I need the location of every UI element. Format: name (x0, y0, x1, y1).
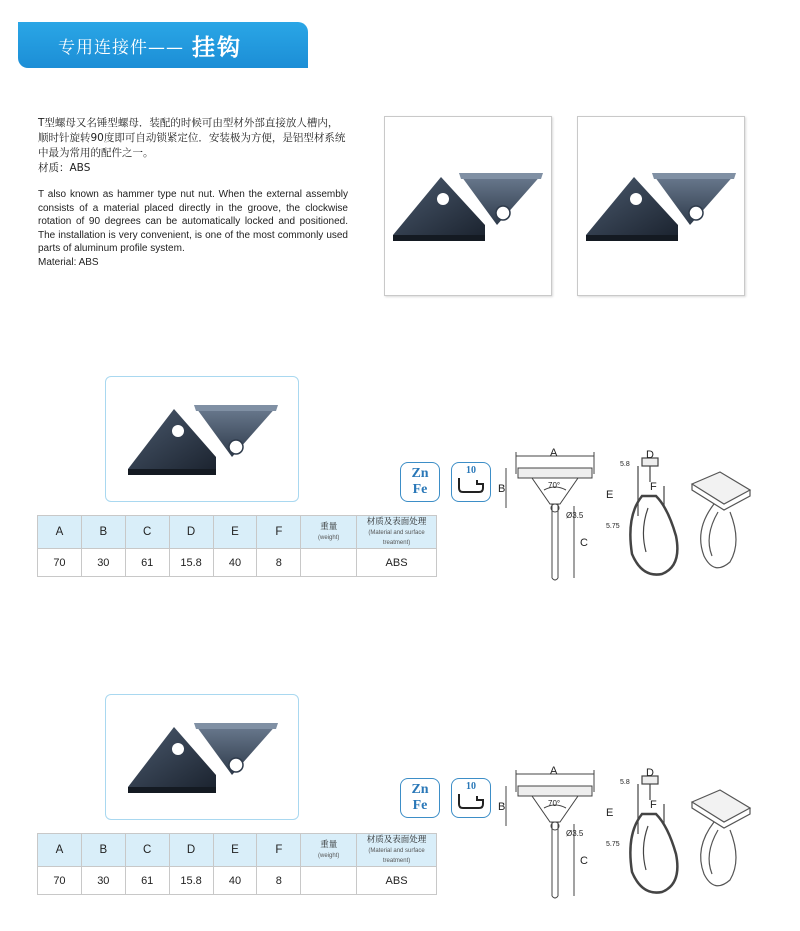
col-material: 材质及表面处理 (Material and surface treatment) (357, 516, 437, 549)
col-c: C (125, 516, 169, 549)
value-c: 61 (125, 549, 169, 577)
value-material: ABS (357, 867, 437, 895)
value-f: 8 (257, 867, 301, 895)
value-d: 15.8 (169, 867, 213, 895)
product-description (38, 116, 348, 269)
title-strong: 挂钩 (192, 34, 242, 61)
triangle-nut-photo-icon (385, 117, 553, 297)
table-header-row (38, 516, 437, 549)
col-b: B (81, 834, 125, 867)
value-b: 30 (81, 867, 125, 895)
value-d: 15.8 (169, 549, 213, 577)
dim-b: B (498, 801, 506, 813)
material-cn: 材质：ABS (38, 162, 91, 174)
col-material: 材质及表面处理 (Material and surface treatment) (357, 834, 437, 867)
triangle-nut-photo-icon (106, 695, 300, 821)
table-row (38, 867, 437, 895)
material-badge: Zn Fe (400, 778, 440, 818)
dim-d: D (646, 767, 654, 779)
hook-drawing-2 (492, 764, 782, 904)
col-b: B (81, 516, 125, 549)
dim-575: 5.75 (606, 523, 620, 530)
material-en: Material: ABS (38, 256, 99, 268)
dim-58: 5.8 (620, 779, 630, 786)
value-e: 40 (213, 867, 257, 895)
dim-a: A (550, 765, 558, 777)
col-e: E (213, 516, 257, 549)
value-e: 40 (213, 549, 257, 577)
product-photo-frame-1 (105, 376, 299, 502)
dim-a: A (550, 447, 558, 459)
col-f: F (257, 834, 301, 867)
value-c: 61 (125, 867, 169, 895)
section-title (18, 22, 308, 68)
product-photo-1 (384, 116, 552, 296)
col-e: E (213, 834, 257, 867)
value-b: 30 (81, 549, 125, 577)
col-c: C (125, 834, 169, 867)
value-weight (301, 867, 357, 895)
dim-angle: 70° (548, 481, 561, 490)
dim-c: C (580, 855, 588, 867)
slot-badge: 10 (451, 462, 491, 502)
col-weight: 重量 (weight) (301, 516, 357, 549)
col-d: D (169, 516, 213, 549)
material-badge: Zn Fe (400, 462, 440, 502)
description-en: T also known as hammer type nut nut. When the external assembly consists of a material placed directly in the groove, the clockwise rotation of 90 degrees can be automatically locked and positioned. The installation is very convenient, is one of the most commonly used parts of aluminum profile system. (38, 189, 348, 254)
product-photo-2 (577, 116, 745, 296)
dim-dia: Ø3.5 (566, 829, 584, 838)
col-a: A (38, 834, 82, 867)
col-a: A (38, 516, 82, 549)
dim-e: E (606, 807, 614, 819)
dim-c: C (580, 537, 588, 549)
title-main: 专用连接件—— (58, 37, 184, 58)
spec-table-1 (37, 515, 437, 577)
triangle-nut-photo-icon (106, 377, 300, 503)
dim-575: 5.75 (606, 841, 620, 848)
triangle-nut-photo-icon (578, 117, 746, 297)
spec-table-2 (37, 833, 437, 895)
dim-dia: Ø3.5 (566, 511, 584, 520)
col-weight: 重量 (weight) (301, 834, 357, 867)
col-d: D (169, 834, 213, 867)
value-a: 70 (38, 549, 82, 577)
value-f: 8 (257, 549, 301, 577)
slot-profile-icon (453, 476, 489, 496)
value-a: 70 (38, 867, 82, 895)
table-header-row (38, 834, 437, 867)
dim-58: 5.8 (620, 461, 630, 468)
table-row (38, 549, 437, 577)
dim-e: E (606, 489, 614, 501)
value-material: ABS (357, 549, 437, 577)
dim-f: F (650, 799, 657, 811)
product-photo-frame-2 (105, 694, 299, 820)
description-cn: T型螺母又名锤型螺母．装配的时候可由型材外部直接放人槽内，顺时针旋转90度即可自动锁紧定位．安装极为方便，是铝型材系统中最为常用的配件之一。 (38, 117, 346, 159)
dim-f: F (650, 481, 657, 493)
slot-badge: 10 (451, 778, 491, 818)
dim-angle: 70° (548, 799, 561, 808)
dim-d: D (646, 449, 654, 461)
slot-profile-icon (453, 792, 489, 812)
hook-drawing-1 (492, 446, 782, 586)
dim-b: B (498, 483, 506, 495)
col-f: F (257, 516, 301, 549)
value-weight (301, 549, 357, 577)
